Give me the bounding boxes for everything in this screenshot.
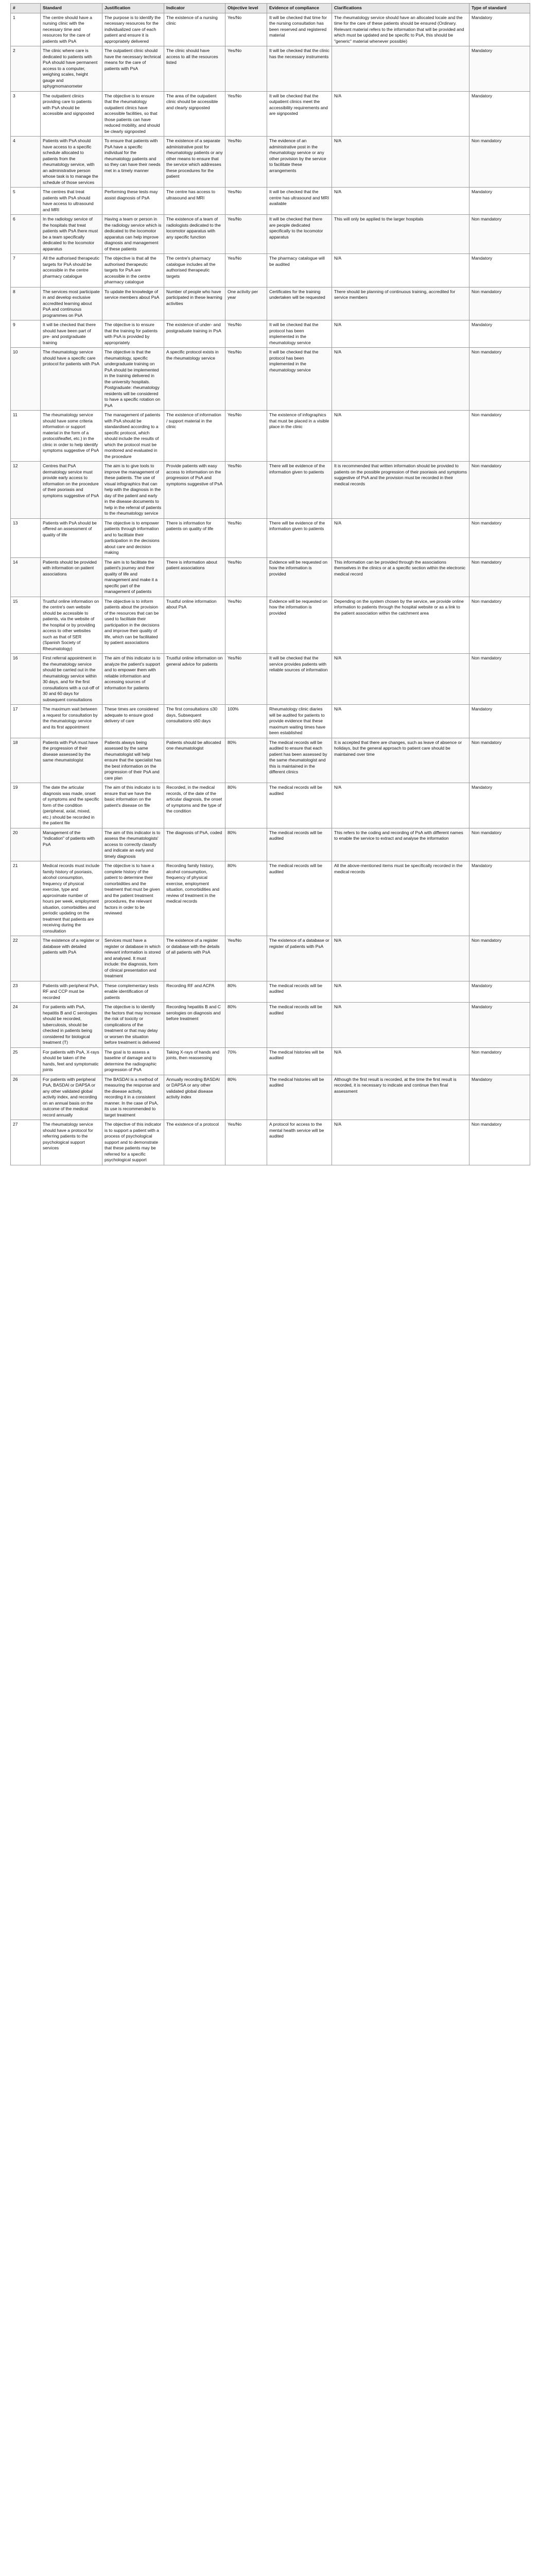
cell-indicator: Provide patients with easy access to information on the progression of PsA and symptoms suggestive of PsA xyxy=(164,462,225,519)
cell-standard: The rheumatology service should have some criteria information or support material in the form of a protocol/leaflet, etc.) in the clinic in order to help identify symptoms suggestive of PsA xyxy=(41,411,102,462)
cell-indicator: Recording family history, alcohol consumption, frequency of physical exercise, employment situation, comorbidities and review of treatment in the medical records xyxy=(164,861,225,936)
column-header: Objective level xyxy=(225,4,267,13)
cell-indicator: The existence of a register or database with the details of all patients with PsA xyxy=(164,936,225,981)
cell-justification: The objective is to identify the factors that may increase the risk of toxicity or complications of the treatment or that may delay or worsen the situation before treatment is delivered xyxy=(102,1003,164,1048)
cell-indicator: The existence of under- and postgraduate training in PsA xyxy=(164,320,225,348)
column-header: # xyxy=(11,4,41,13)
cell-evidence: Rheumatology clinic diaries will be audited for patients to provide evidence that these maximum waiting times have been established xyxy=(267,705,332,738)
cell-standard: Patients with PsA must have the progression of their disease assessed by the same rheumatologist xyxy=(41,738,102,783)
cell-clarifications: N/A xyxy=(332,1120,469,1165)
cell-indicator: The centre's pharmacy catalogue includes all the authorised therapeutic targets xyxy=(164,254,225,287)
cell-justification: To update the knowledge of service members about PsA xyxy=(102,287,164,320)
cell-number: 18 xyxy=(11,738,41,783)
cell-type: Non mandatory xyxy=(469,654,530,705)
cell-number: 14 xyxy=(11,557,41,597)
cell-standard: It will be checked that there should have been part of pre- and postgraduate training xyxy=(41,320,102,348)
cell-number: 22 xyxy=(11,936,41,981)
table-row xyxy=(11,215,530,254)
cell-objective-level: Yes/No xyxy=(225,137,267,188)
cell-type: Non mandatory xyxy=(469,1047,530,1075)
cell-standard: For patients with PsA, hepatitis B and C serologies should be recorded, tuberculosis, should be checked in patients being considered for biological treatment (T) xyxy=(41,1003,102,1048)
cell-justification: Performing these tests may assist diagnosis of PsA xyxy=(102,188,164,215)
cell-objective-level: 80% xyxy=(225,783,267,828)
column-header: Standard xyxy=(41,4,102,13)
cell-objective-level: Yes/No xyxy=(225,348,267,411)
cell-justification: The aim is to give tools to improve the management of these patients. The use of visual infographics that can help with the diagnosis in the day of the patient and early in the disease documents to help in the referral of patients to the rheumatology service xyxy=(102,462,164,519)
cell-standard: The centre should have a nursing clinic with the necessary time and resources for the care of patients with PsA xyxy=(41,13,102,46)
cell-standard: The services most participate in and develop exclusive accredited learning about PsA and continuous programmes on PsA xyxy=(41,287,102,320)
cell-evidence: There will be evidence of the information given to patients xyxy=(267,462,332,519)
cell-indicator: Trustful online information about PsA xyxy=(164,597,225,654)
cell-type: Non mandatory xyxy=(469,518,530,557)
cell-type: Non mandatory xyxy=(469,411,530,462)
cell-number: 8 xyxy=(11,287,41,320)
cell-justification: The objective is to have a complete history of the patient to determine their comorbidities and the treatment that must be given and the patient treatment procedures, the relevant factors in order to be reviewed xyxy=(102,861,164,936)
cell-number: 17 xyxy=(11,705,41,738)
cell-type: Non mandatory xyxy=(469,557,530,597)
cell-number: 4 xyxy=(11,137,41,188)
cell-objective-level: Yes/No xyxy=(225,13,267,46)
table-row xyxy=(11,597,530,654)
cell-type: Mandatory xyxy=(469,188,530,215)
table-header xyxy=(11,4,530,13)
cell-number: 25 xyxy=(11,1047,41,1075)
table-row xyxy=(11,861,530,936)
cell-number: 1 xyxy=(11,13,41,46)
cell-evidence: It will be checked that the centre has ultrasound and MRI available xyxy=(267,188,332,215)
cell-indicator: There is information about patient associations xyxy=(164,557,225,597)
cell-justification: These complementary tests enable identification of patients xyxy=(102,981,164,1003)
table-row xyxy=(11,46,530,92)
cell-indicator: The existence of a nursing clinic xyxy=(164,13,225,46)
cell-objective-level: Yes/No xyxy=(225,91,267,137)
cell-indicator: The area of the outpatient clinic should be accessible and clearly signposted xyxy=(164,91,225,137)
cell-number: 20 xyxy=(11,828,41,861)
cell-evidence: A protocol for access to the mental health service will be audited xyxy=(267,1120,332,1165)
table-row xyxy=(11,411,530,462)
cell-objective-level: Yes/No xyxy=(225,46,267,92)
table-row xyxy=(11,462,530,519)
cell-justification: The objective is to ensure that the rheumatology outpatient clinics have accessible facilities, so that those patients can have reduced mobility, and should be clearly signposted xyxy=(102,91,164,137)
cell-justification: To ensure that patients with PsA have a specific individual for the rheumatology patients and so they can have their needs met in a timely manner xyxy=(102,137,164,188)
cell-type: Non mandatory xyxy=(469,1120,530,1165)
table-row xyxy=(11,254,530,287)
cell-standard: For patients with peripheral PsA, BASDAI or DAPSA or any other validated global activity index, and recording on an annual basis on the outcome of the medical record annually xyxy=(41,1075,102,1120)
cell-indicator: Annually recording BASDAI or DAPSA or any other validated global disease activity index xyxy=(164,1075,225,1120)
cell-objective-level: One activity per year xyxy=(225,287,267,320)
cell-number: 3 xyxy=(11,91,41,137)
cell-justification: These times are considered adequate to ensure good delivery of care xyxy=(102,705,164,738)
cell-clarifications: N/A xyxy=(332,320,469,348)
cell-standard: The rheumatology service should have a specific care protocol for patients with PsA xyxy=(41,348,102,411)
cell-justification: The objective of this indicator is to support a patient with a process of psychological support and to demonstrate that these patients may be referred for a specific psychological support xyxy=(102,1120,164,1165)
cell-clarifications: This refers to the coding and recording of PsA with different names to enable the service to extract and analyse the information xyxy=(332,828,469,861)
cell-evidence: The medical records will be audited xyxy=(267,861,332,936)
cell-objective-level: Yes/No xyxy=(225,518,267,557)
cell-standard: The maximum wait between a request for consultation by the rheumatology service and its first appointment xyxy=(41,705,102,738)
cell-type: Non mandatory xyxy=(469,215,530,254)
cell-type: Non mandatory xyxy=(469,348,530,411)
cell-standard: The rheumatology service should have a protocol for referring patients to the psychological support services xyxy=(41,1120,102,1165)
cell-objective-level: Yes/No xyxy=(225,462,267,519)
cell-type: Non mandatory xyxy=(469,137,530,188)
cell-clarifications: N/A xyxy=(332,936,469,981)
cell-number: 21 xyxy=(11,861,41,936)
cell-standard: Trustful online information on the centre's own website should be accessible to patients, via the website of the hospital or by providing access to other websites such as that of SER (Spanish Society of Rheumatology) xyxy=(41,597,102,654)
cell-clarifications: It is accepted that there are changes, such as leave of absence or holidays, but the general approach to patient care should be maintained over time xyxy=(332,738,469,783)
cell-indicator: The existence of a team of radiologists dedicated to the locomotor apparatus with any specific function xyxy=(164,215,225,254)
table-row xyxy=(11,705,530,738)
cell-objective-level: 70% xyxy=(225,1047,267,1075)
table-row xyxy=(11,828,530,861)
cell-evidence: The medical records will be audited xyxy=(267,783,332,828)
cell-justification: The objective is that the rheumatology, specific undergraduate training on PsA should be implemented in the training delivered in the university hospitals. Postgraduate: rheumatology residents will be considered to have a specific rotation on PsA xyxy=(102,348,164,411)
table-row xyxy=(11,91,530,137)
cell-type: Non mandatory xyxy=(469,936,530,981)
cell-objective-level: Yes/No xyxy=(225,188,267,215)
table-row xyxy=(11,1047,530,1075)
cell-evidence: The medical records will be audited xyxy=(267,981,332,1003)
cell-evidence: The existence of infographics that must be placed in a visible place in the clinic xyxy=(267,411,332,462)
cell-objective-level: Yes/No xyxy=(225,320,267,348)
cell-objective-level: 80% xyxy=(225,1003,267,1048)
cell-indicator: The clinic should have access to all the resources listed xyxy=(164,46,225,92)
cell-justification: The BASDAI is a method of measuring the response and the disease activity, recording it in a consistent manner. In the case of PsA, its use is recommended to target treatment xyxy=(102,1075,164,1120)
cell-standard: Patients with PsA should be offered an assessment of quality of life xyxy=(41,518,102,557)
cell-clarifications: N/A xyxy=(332,518,469,557)
cell-clarifications: N/A xyxy=(332,348,469,411)
cell-type: Non mandatory xyxy=(469,738,530,783)
cell-clarifications: N/A xyxy=(332,188,469,215)
table-row xyxy=(11,936,530,981)
cell-clarifications: N/A xyxy=(332,654,469,705)
cell-clarifications: It is recommended that written information should be provided to patients on the possible progression of their psoriasis and symptoms suggestive of PsA and the provision must be recorded in their medical records xyxy=(332,462,469,519)
cell-evidence: The evidence of an administrative post in the rheumatology service or any other provision by the service to facilitate these arrangements xyxy=(267,137,332,188)
cell-number: 23 xyxy=(11,981,41,1003)
cell-evidence: There will be evidence of the information given to patients xyxy=(267,518,332,557)
cell-type: Non mandatory xyxy=(469,828,530,861)
table-row xyxy=(11,1120,530,1165)
table-row xyxy=(11,188,530,215)
cell-clarifications: N/A xyxy=(332,783,469,828)
cell-standard: The clinic where care is dedicated to patients with PsA should have permanent access to a computer, weighing scales, height gauge and sphygmomanometer xyxy=(41,46,102,92)
cell-clarifications: N/A xyxy=(332,254,469,287)
cell-number: 19 xyxy=(11,783,41,828)
cell-clarifications: N/A xyxy=(332,411,469,462)
cell-objective-level: 80% xyxy=(225,981,267,1003)
cell-justification: The aim of this indicator is to assess the rheumatologists' access to correctly classify and indicate an early and timely diagnosis xyxy=(102,828,164,861)
cell-indicator: The first consultations ≤30 days, Subsequent consultations ≤60 days xyxy=(164,705,225,738)
cell-indicator: The existence of information / support material in the clinic xyxy=(164,411,225,462)
table-row xyxy=(11,137,530,188)
cell-objective-level: 80% xyxy=(225,1075,267,1120)
cell-objective-level: 100% xyxy=(225,705,267,738)
cell-standard: Centres that PsA dermatology service must provide early access to information on the procedure of their psoriasis and symptoms suggestive of PsA xyxy=(41,462,102,519)
cell-indicator: Recording hepatitis B and C serologies on diagnosis and before treatment xyxy=(164,1003,225,1048)
cell-clarifications: Although the first result is recorded, at the time the first result is recorded, it is necessary to indicate and continue then final assessment xyxy=(332,1075,469,1120)
cell-clarifications: N/A xyxy=(332,705,469,738)
table-row xyxy=(11,738,530,783)
cell-evidence: It will be checked that the protocol has been implemented in the rheumatology service xyxy=(267,320,332,348)
table-row xyxy=(11,348,530,411)
cell-clarifications: All the above-mentioned items must be specifically recorded in the medical records xyxy=(332,861,469,936)
column-header: Evidence of compliance xyxy=(267,4,332,13)
table-row xyxy=(11,320,530,348)
cell-justification: The aim of this indicator is to ensure that we have the basic information on the patient's disease on file xyxy=(102,783,164,828)
cell-evidence: The pharmacy catalogue will be audited xyxy=(267,254,332,287)
cell-standard: Patients with PsA should have access to a specific schedule allocated to patients from the rheumatology service, with an administrative person whose task is to manage the schedule of those services xyxy=(41,137,102,188)
column-header: Clarifications xyxy=(332,4,469,13)
cell-justification: The purpose is to identify the necessary resources for the individualized care of each patient and ensure it is appropriately delivered xyxy=(102,13,164,46)
cell-indicator: Patients should be allocated one rheumatologist xyxy=(164,738,225,783)
cell-indicator: Recorded, in the medical records, of the date of the articular diagnosis, the onset of symptoms and the type of the condition xyxy=(164,783,225,828)
cell-clarifications: N/A xyxy=(332,1047,469,1075)
cell-standard: The outpatient clinics providing care to patients with PsA should be accessible and signposted xyxy=(41,91,102,137)
cell-objective-level: Yes/No xyxy=(225,597,267,654)
cell-objective-level: 80% xyxy=(225,738,267,783)
cell-indicator: Number of people who have participated in these learning activities xyxy=(164,287,225,320)
table-row xyxy=(11,654,530,705)
cell-clarifications: The rheumatology service should have an allocated locale and the time for the care of these patients should be ensured (Ordinary. Relevant material refers to the information that will be provided and which must be updated and be specific to PsA, this should be "generic" material whenever possible) xyxy=(332,13,469,46)
cell-standard: For patients with PsA, X-rays should be taken of the hands, feet and symptomatic joints xyxy=(41,1047,102,1075)
cell-clarifications xyxy=(332,46,469,92)
cell-indicator: Recording RF and ACPA xyxy=(164,981,225,1003)
cell-number: 9 xyxy=(11,320,41,348)
cell-indicator: A specific protocol exists in the rheumatology service xyxy=(164,348,225,411)
cell-standard: The existence of a register or database with detailed patients with PsA xyxy=(41,936,102,981)
cell-evidence: Evidence will be requested on how the information is provided xyxy=(267,557,332,597)
cell-standard: Management of the "indication" of patients with PsA xyxy=(41,828,102,861)
table-row xyxy=(11,981,530,1003)
cell-clarifications: N/A xyxy=(332,137,469,188)
table-row xyxy=(11,1075,530,1120)
cell-number: 7 xyxy=(11,254,41,287)
cell-standard: First referral appointment in the rheumatology service should be carried out in the rheumatology service within 30 days, and for the first consultations with a cut-off of 30 and 60 days for subsequent consultations xyxy=(41,654,102,705)
cell-justification: Services must have a register or database in which relevant information is stored and analysed. It must include: the diagnosis, form of clinical presentation and treatment xyxy=(102,936,164,981)
cell-type: Non mandatory xyxy=(469,287,530,320)
header-row xyxy=(11,4,530,13)
table-row xyxy=(11,518,530,557)
cell-clarifications: There should be planning of continuous training, accredited for service members xyxy=(332,287,469,320)
cell-evidence: It will be checked that the service provides patients with reliable sources of information xyxy=(267,654,332,705)
cell-clarifications: This information can be provided through the associations themselves in the clinics or at a specific section within the electronic medical record xyxy=(332,557,469,597)
cell-justification: The objective is that all the authorised therapeutic targets for PsA are accessible in the centre pharmacy catalogue xyxy=(102,254,164,287)
cell-indicator: Taking X-rays of hands and joints, then reassessing xyxy=(164,1047,225,1075)
cell-number: 27 xyxy=(11,1120,41,1165)
cell-number: 10 xyxy=(11,348,41,411)
cell-evidence: The medical records will be audited xyxy=(267,1003,332,1048)
cell-standard: In the radiology service of the hospitals that treat patients with PsA there must be a team specifically dedicated to the locomotor apparatus xyxy=(41,215,102,254)
cell-type: Mandatory xyxy=(469,1075,530,1120)
cell-objective-level: Yes/No xyxy=(225,557,267,597)
cell-clarifications: N/A xyxy=(332,981,469,1003)
column-header: Justification xyxy=(102,4,164,13)
cell-evidence: The medical records will be audited xyxy=(267,828,332,861)
cell-standard: All the authorised therapeutic targets for PsA should be accessible in the centre pharmacy catalogue xyxy=(41,254,102,287)
cell-objective-level: 80% xyxy=(225,828,267,861)
document-page xyxy=(10,3,530,1165)
cell-type: Non mandatory xyxy=(469,462,530,519)
cell-evidence: It will be checked that the protocol has been implemented in the rheumatology service xyxy=(267,348,332,411)
cell-objective-level: Yes/No xyxy=(225,654,267,705)
standards-table xyxy=(10,3,530,1165)
cell-indicator: There is information for patients on quality of life xyxy=(164,518,225,557)
column-header: Indicator xyxy=(164,4,225,13)
cell-number: 26 xyxy=(11,1075,41,1120)
cell-clarifications: N/A xyxy=(332,1003,469,1048)
cell-evidence: It will be checked that time for the nursing consultation has been reserved and registered material xyxy=(267,13,332,46)
cell-number: 16 xyxy=(11,654,41,705)
cell-justification: The aim is to facilitate the patient's journey and their quality of life and management and make it a specific part of the management of patients xyxy=(102,557,164,597)
cell-type: Non mandatory xyxy=(469,597,530,654)
cell-standard: Patients with peripheral PsA, RF and CCP must be recorded xyxy=(41,981,102,1003)
cell-justification: The aim of this indicator is to analyze the patient's support and to empower them with reliable information and accessing sources of information for patients xyxy=(102,654,164,705)
cell-evidence: The medical histories will be audited xyxy=(267,1075,332,1120)
cell-number: 24 xyxy=(11,1003,41,1048)
table-row xyxy=(11,557,530,597)
cell-evidence: It will be checked that the outpatient clinics meet the accessibility requirements and are signposted xyxy=(267,91,332,137)
cell-justification: Patients always being assessed by the same rheumatologist will help ensure that the specialist has the best information on the progression of their PsA and care plan xyxy=(102,738,164,783)
cell-number: 13 xyxy=(11,518,41,557)
table-row xyxy=(11,1003,530,1048)
table-row xyxy=(11,783,530,828)
column-header: Type of standard xyxy=(469,4,530,13)
cell-objective-level: Yes/No xyxy=(225,936,267,981)
cell-justification: The objective is to empower patients through information and to facilitate their participation in the decisions about care and decision making xyxy=(102,518,164,557)
cell-number: 5 xyxy=(11,188,41,215)
cell-type: Mandatory xyxy=(469,981,530,1003)
cell-standard: Patients should be provided with information on patient associations xyxy=(41,557,102,597)
cell-type: Mandatory xyxy=(469,254,530,287)
cell-type: Mandatory xyxy=(469,783,530,828)
cell-justification: Having a team or person in the radiology service which is dedicated to the locomotor apparatus can help improve diagnosis and management of these patients xyxy=(102,215,164,254)
cell-number: 12 xyxy=(11,462,41,519)
cell-indicator: The centre has access to ultrasound and MRI xyxy=(164,188,225,215)
cell-justification: The objective is to ensure that the training for patients with PsA is provided by appropriately xyxy=(102,320,164,348)
cell-type: Mandatory xyxy=(469,46,530,92)
cell-evidence: Certificates for the training undertaken will be requested xyxy=(267,287,332,320)
cell-number: 2 xyxy=(11,46,41,92)
cell-justification: The goal is to assess a baseline of damage and to determine the radiographic progression of PsA xyxy=(102,1047,164,1075)
cell-objective-level: Yes/No xyxy=(225,254,267,287)
cell-indicator: The existence of a separate administrative post for rheumatology patients or any other means to ensure that the service which addresses these procedures for the patient xyxy=(164,137,225,188)
cell-clarifications: Depending on the system chosen by the service, we provide online information to patients through the hospital website or as a link to the patient association within the catchment area xyxy=(332,597,469,654)
cell-objective-level: Yes/No xyxy=(225,1120,267,1165)
cell-clarifications: This will only be applied to the larger hospitals xyxy=(332,215,469,254)
cell-justification: The management of patients with PsA should be standardised according to a specific protocol, which should include the results of which the protocol must be monitored and evaluated in the procedure xyxy=(102,411,164,462)
cell-standard: The centres that treat patients with PsA should have access to ultrasound and MRI xyxy=(41,188,102,215)
cell-objective-level: 80% xyxy=(225,861,267,936)
cell-objective-level: Yes/No xyxy=(225,215,267,254)
cell-number: 6 xyxy=(11,215,41,254)
cell-indicator: The existence of a protocol xyxy=(164,1120,225,1165)
cell-indicator: Trustful online information on general advice for patients xyxy=(164,654,225,705)
cell-type: Mandatory xyxy=(469,861,530,936)
table-row xyxy=(11,287,530,320)
cell-type: Mandatory xyxy=(469,13,530,46)
cell-evidence: The medical records will be audited to ensure that each patient has been assessed by the same rheumatologist and this is maintained in the different clinics xyxy=(267,738,332,783)
cell-evidence: Evidence will be requested on how the information is provided xyxy=(267,597,332,654)
cell-evidence: The existence of a database or register of patients with PsA xyxy=(267,936,332,981)
table-body xyxy=(11,13,530,1165)
cell-standard: Medical records must include family history of psoriasis, alcohol consumption, frequency of physical exercise, type and approximate number of hours per week, employment situation, comorbidities and periodic updating on the treatment that patients are receiving during the consultation xyxy=(41,861,102,936)
cell-type: Mandatory xyxy=(469,320,530,348)
cell-number: 11 xyxy=(11,411,41,462)
cell-clarifications: N/A xyxy=(332,91,469,137)
cell-number: 15 xyxy=(11,597,41,654)
cell-evidence: It will be checked that there are people dedicated specifically to the locomotor apparatus xyxy=(267,215,332,254)
cell-standard: The date the articular diagnosis was made, onset of symptoms and the specific form of the condition (peripheral, axial, mixed, etc.) should be recorded in the patient file xyxy=(41,783,102,828)
cell-evidence: The medical histories will be audited xyxy=(267,1047,332,1075)
cell-indicator: The diagnosis of PsA, coded xyxy=(164,828,225,861)
cell-justification: The outpatient clinic should have the necessary technical means for the care of patients with PsA xyxy=(102,46,164,92)
table-row xyxy=(11,13,530,46)
cell-justification: The objective is to inform patients about the provision of the resources that can be used to facilitate their participation in the decisions and improve their quality of life, which can be facilitated by patient associations xyxy=(102,597,164,654)
cell-objective-level: Yes/No xyxy=(225,411,267,462)
cell-evidence: It will be checked that the clinic has the necessary instruments xyxy=(267,46,332,92)
cell-type: Mandatory xyxy=(469,1003,530,1048)
cell-type: Mandatory xyxy=(469,91,530,137)
cell-type: Mandatory xyxy=(469,705,530,738)
